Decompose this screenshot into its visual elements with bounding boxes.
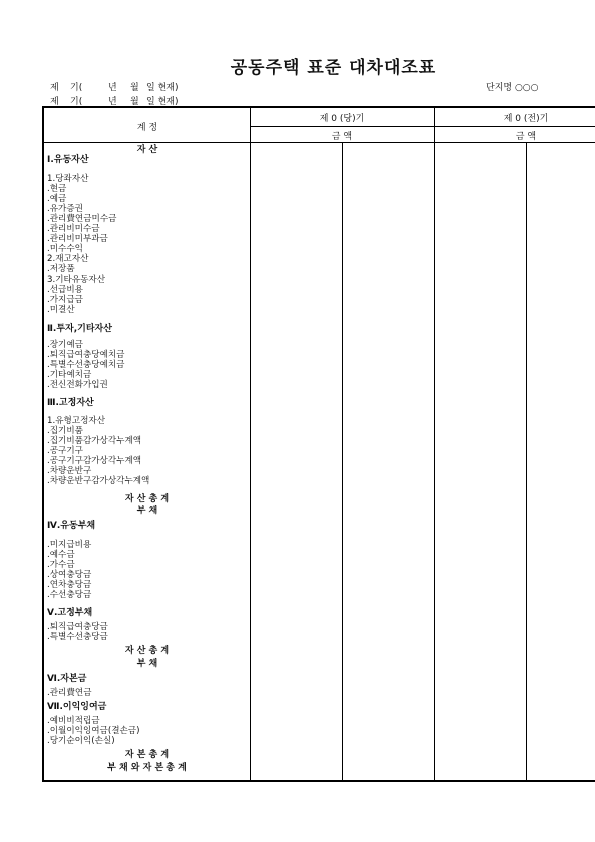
period-term: 기( [70, 83, 83, 93]
section-heading: Ⅰ.유동자산 [47, 155, 89, 165]
account-item: .관리비미수금 [47, 224, 100, 234]
account-item: .집기비품감가상각누계액 [47, 436, 142, 446]
period-label: 제 [50, 97, 59, 107]
account-item: .현금 [47, 184, 67, 194]
current-period-header: 제 0 (당)기 [319, 114, 365, 124]
account-item: .공구기구 [47, 446, 83, 456]
period-month: 월 [130, 83, 139, 93]
total-row-label: 자 본 총 계 [124, 750, 170, 760]
account-item: .이월이익잉여금(결손금) [47, 726, 140, 736]
account-item: .유가증권 [47, 204, 83, 214]
account-item: .공구기구감가상각누계액 [47, 456, 142, 466]
total-row-label: 부 채 와 자 본 총 계 [107, 763, 187, 773]
previous-period-header: 제 0 (전)기 [503, 114, 549, 124]
complex-name: 단지명 ○○○ [486, 83, 539, 93]
page-title: 공동주택 표준 대차대조표 [230, 58, 437, 78]
section-heading: Ⅵ.자본금 [47, 674, 87, 684]
account-item: .가수금 [47, 560, 75, 570]
account-item: .연차충당금 [47, 580, 92, 590]
account-item: .미수수익 [47, 244, 83, 254]
account-item: .차량운반구 [47, 466, 92, 476]
account-item: 2.재고자산 [47, 254, 89, 264]
period-line-1 [50, 80, 178, 93]
account-item: .저장품 [47, 264, 75, 274]
section-heading: Ⅳ.유동부채 [47, 521, 96, 531]
account-item: .퇴직급여충당예치금 [47, 350, 125, 360]
account-item: .관리비미부과금 [47, 234, 108, 244]
account-item: .특별수선충당금 [47, 632, 108, 642]
account-item: .관리費연금미수금 [47, 214, 117, 224]
account-item: .예수금 [47, 550, 75, 560]
account-item: .퇴직급여충당금 [47, 622, 108, 632]
account-item: .관리費연금 [47, 688, 92, 698]
account-item: 3.기타유동자산 [47, 275, 106, 285]
account-item: .당기순이익(손실) [47, 736, 115, 746]
balance-sheet-table [42, 106, 595, 782]
account-item: .특별수선충당예치금 [47, 360, 125, 370]
account-item: .예금 [47, 194, 67, 204]
account-item: .수선충당금 [47, 590, 92, 600]
total-row-label: 자 산 [136, 145, 158, 155]
account-item: .전신전화가입권 [47, 380, 108, 390]
period-label: 제 [50, 83, 59, 93]
section-heading: Ⅶ.이익잉여금 [47, 702, 107, 712]
period-day: 일 현재) [146, 97, 179, 107]
account-item: .집기비품 [47, 426, 83, 436]
account-item: .미결산 [47, 305, 75, 315]
account-item: .예비비적립금 [47, 716, 100, 726]
total-row-label: 부 채 [136, 659, 158, 669]
account-item: 1.유형고정자산 [47, 416, 106, 426]
account-item: .기타예치금 [47, 370, 92, 380]
period-year: 년 [108, 97, 117, 107]
account-item: .차량운반구감가상각누계액 [47, 476, 150, 486]
period-month: 월 [130, 97, 139, 107]
account-item: 1.당좌자산 [47, 174, 89, 184]
total-row-label: 자 산 총 계 [124, 646, 170, 656]
period-day: 일 현재) [146, 83, 179, 93]
account-item: .장기예금 [47, 340, 83, 350]
previous-amount-header: 금 액 [515, 132, 537, 142]
section-heading: Ⅱ.투자,기타자산 [47, 324, 112, 334]
current-amount-header: 금 액 [331, 132, 353, 142]
account-item: .미지급비용 [47, 540, 92, 550]
total-row-label: 자 산 총 계 [124, 494, 170, 504]
period-year: 년 [108, 83, 117, 93]
section-heading: Ⅲ.고정자산 [47, 398, 94, 408]
total-row-label: 부 채 [136, 506, 158, 516]
account-item: .선급비용 [47, 285, 83, 295]
section-heading: Ⅴ.고정부채 [47, 608, 93, 618]
account-item: .가지급금 [47, 295, 83, 305]
account-header: 계 정 [136, 123, 158, 133]
account-item: .상여충당금 [47, 570, 92, 580]
period-term: 기( [70, 97, 83, 107]
